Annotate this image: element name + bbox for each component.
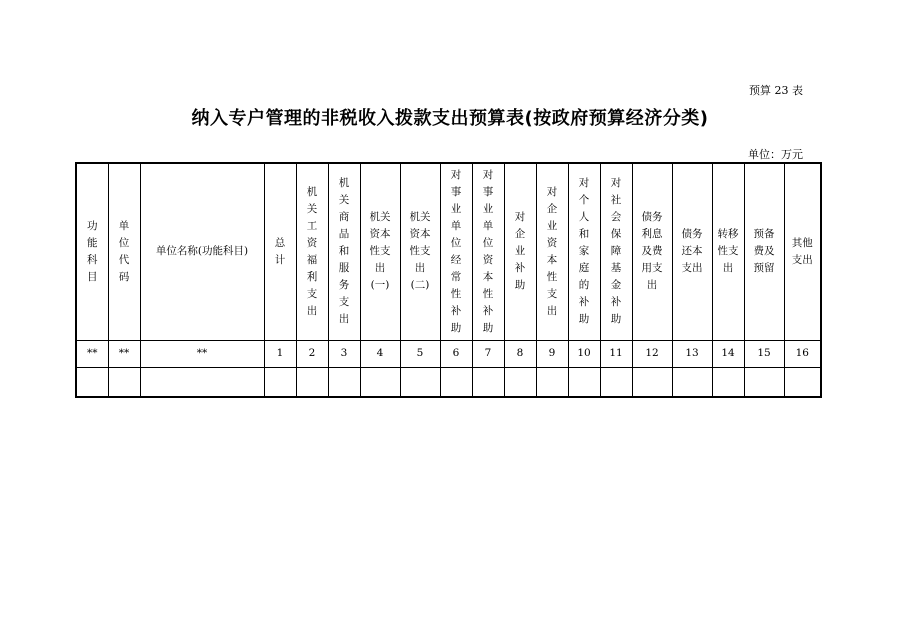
index-cell: 1 <box>264 340 296 367</box>
header-cell: 其他支出 <box>784 163 821 340</box>
empty-cell <box>784 367 821 397</box>
empty-cell <box>76 367 108 397</box>
empty-cell <box>296 367 328 397</box>
index-cell: 16 <box>784 340 821 367</box>
index-cell: 4 <box>360 340 400 367</box>
empty-cell <box>440 367 472 397</box>
index-cell: ** <box>108 340 140 367</box>
header-cell: 单位名称(功能科目) <box>140 163 264 340</box>
index-row <box>76 340 821 367</box>
index-cell: 9 <box>536 340 568 367</box>
empty-cell <box>744 367 784 397</box>
header-cell: 对企业补助 <box>504 163 536 340</box>
header-cell: 对社会保障基金补助 <box>600 163 632 340</box>
header-cell: 转移性支出 <box>712 163 744 340</box>
budget-table <box>75 162 822 398</box>
index-cell: 2 <box>296 340 328 367</box>
header-cell: 对企业资本性支出 <box>536 163 568 340</box>
header-cell: 机关资本性支出(一) <box>360 163 400 340</box>
header-cell: 机关资本性支出(二) <box>400 163 440 340</box>
empty-cell <box>568 367 600 397</box>
empty-cell <box>504 367 536 397</box>
table-number: 预算 23 表 <box>749 84 803 97</box>
empty-cell <box>536 367 568 397</box>
empty-cell <box>264 367 296 397</box>
page-title: 纳入专户管理的非税收入拨款支出预算表(按政府预算经济分类) <box>191 108 709 129</box>
empty-cell <box>108 367 140 397</box>
header-row <box>76 163 821 340</box>
header-cell: 对事业单位经常性补助 <box>440 163 472 340</box>
empty-cell <box>672 367 712 397</box>
index-cell: 6 <box>440 340 472 367</box>
header-cell: 债务还本支出 <box>672 163 712 340</box>
header-cell: 机关工资福利支出 <box>296 163 328 340</box>
header-cell: 预备费及预留 <box>744 163 784 340</box>
empty-cell <box>712 367 744 397</box>
header-cell: 功能科目 <box>76 163 108 340</box>
index-cell: 7 <box>472 340 504 367</box>
index-cell: 12 <box>632 340 672 367</box>
empty-cell <box>328 367 360 397</box>
header-cell: 对事业单位资本性补助 <box>472 163 504 340</box>
index-cell: ** <box>76 340 108 367</box>
unit-label: 单位：万元 <box>748 148 803 161</box>
index-cell: 13 <box>672 340 712 367</box>
empty-cell <box>360 367 400 397</box>
index-cell: 3 <box>328 340 360 367</box>
header-cell: 对个人和家庭的补助 <box>568 163 600 340</box>
empty-cell <box>632 367 672 397</box>
header-cell: 机关商品和服务支出 <box>328 163 360 340</box>
empty-cell <box>472 367 504 397</box>
index-cell: 10 <box>568 340 600 367</box>
empty-data-row <box>76 367 821 397</box>
empty-cell <box>400 367 440 397</box>
empty-cell <box>140 367 264 397</box>
header-cell: 单位代码 <box>108 163 140 340</box>
empty-cell <box>600 367 632 397</box>
header-cell: 总计 <box>264 163 296 340</box>
header-cell: 债务利息及费用支出 <box>632 163 672 340</box>
index-cell: 5 <box>400 340 440 367</box>
index-cell: 11 <box>600 340 632 367</box>
index-cell: 15 <box>744 340 784 367</box>
index-cell: 8 <box>504 340 536 367</box>
index-cell: ** <box>140 340 264 367</box>
index-cell: 14 <box>712 340 744 367</box>
